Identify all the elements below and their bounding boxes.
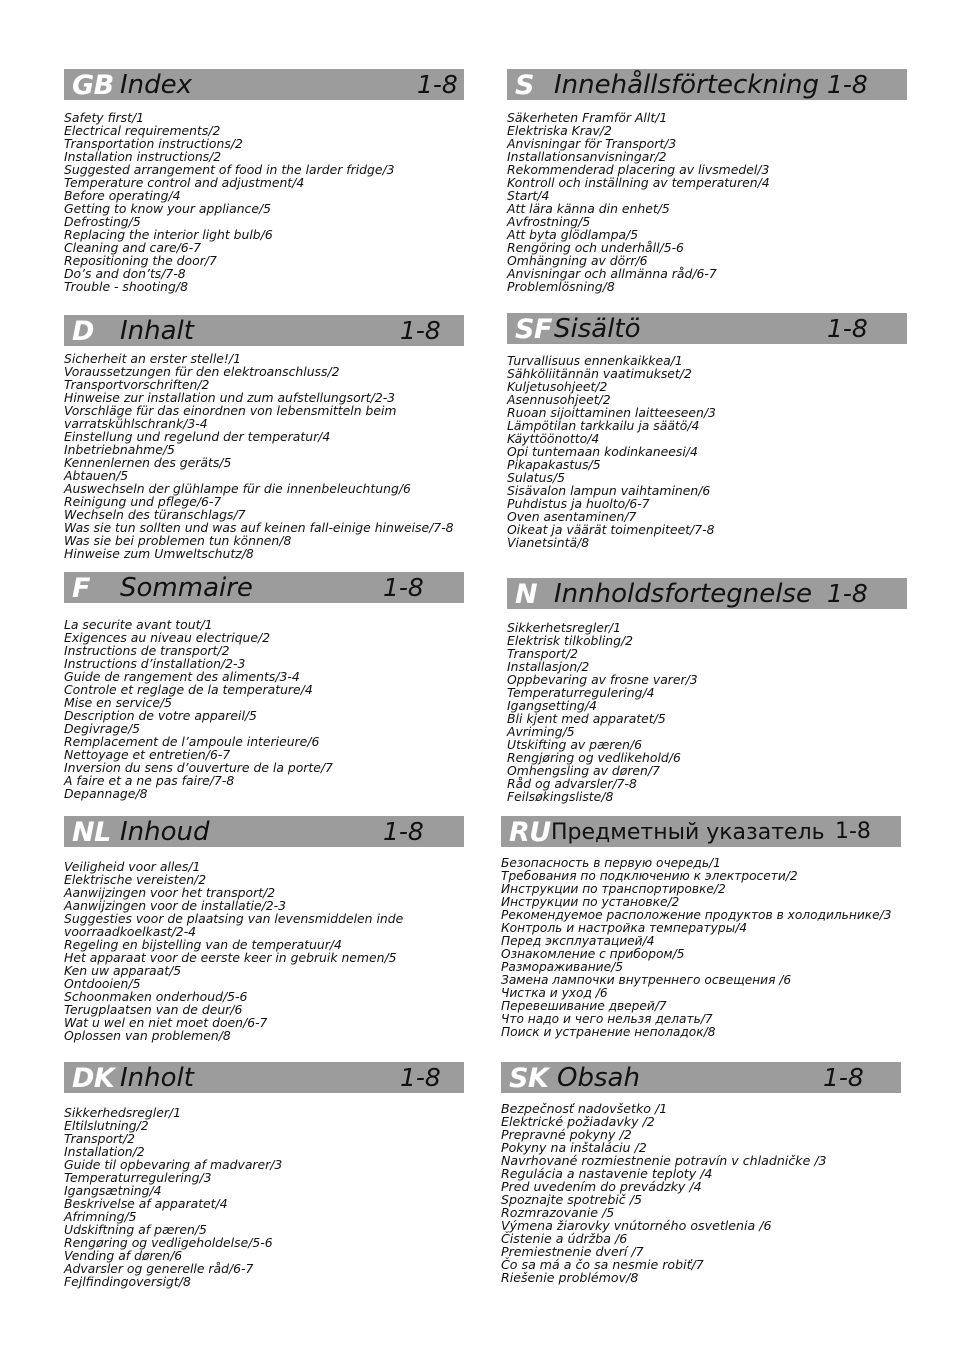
language-code: RU xyxy=(509,817,551,848)
page-range: 1-8 xyxy=(400,1063,441,1092)
section-s xyxy=(507,69,907,293)
section-f xyxy=(64,572,464,800)
language-code: DK xyxy=(72,1063,115,1094)
toc-entry: Sulatus/5 xyxy=(507,470,565,485)
toc-entry: Controle et reglage de la temperature/4 xyxy=(64,682,313,697)
toc-entry: Trouble - shooting/8 xyxy=(64,279,188,294)
toc-entry: Pred uvedením do prevádzky /4 xyxy=(501,1179,702,1194)
toc-entry: Cleaning and care/6-7 xyxy=(64,240,202,255)
toc-entry: Инструкции по транспортировке/2 xyxy=(501,882,726,896)
toc-entry: Do’s and don’ts/7-8 xyxy=(64,266,186,281)
toc-entry: Перед эксплуатацией/4 xyxy=(501,934,655,948)
language-code: SF xyxy=(515,314,552,345)
toc-entry: Råd og advarsler/7-8 xyxy=(507,776,637,791)
toc-entry: Рекомендуемое расположение продуктов в холодильнике/3 xyxy=(501,908,892,922)
toc-entry: Guide de rangement des aliments/3-4 xyxy=(64,669,300,684)
section-sk xyxy=(501,1062,901,1284)
toc-entry: La securite avant tout/1 xyxy=(64,617,213,632)
toc-entry: Avriming/5 xyxy=(507,724,575,739)
toc-entry: Bli kjent med apparatet/5 xyxy=(507,711,666,726)
toc-entry: Was sie tun sollten und was auf keinen fall-einige hinweise/7-8 xyxy=(64,520,454,535)
section-nl xyxy=(64,816,464,1042)
toc-entry: Electrical requirements/2 xyxy=(64,123,221,138)
toc-entry: Inbetriebnahme/5 xyxy=(64,442,175,457)
toc-entry: Требования по подключению к электросети/2 xyxy=(501,869,798,883)
toc-entry: Omhängning av dörr/6 xyxy=(507,253,648,268)
toc-entry: Transport/2 xyxy=(64,1131,136,1146)
toc-entry: Premiestnenie dverí /7 xyxy=(501,1244,644,1259)
toc-entry: Navrhované rozmiestnenie potravín v chladničke /3 xyxy=(501,1153,827,1168)
toc-entry: Afrimning/5 xyxy=(64,1209,137,1224)
toc-entry: Bezpečnosť nadovšetko /1 xyxy=(501,1101,668,1116)
page-range: 1-8 xyxy=(823,1063,864,1092)
toc-entry: Spoznajte spotrebič /5 xyxy=(501,1192,642,1207)
toc-entry: Rengjøring og vedlikehold/6 xyxy=(507,750,681,765)
toc-entry: Контроль и настройка температуры/4 xyxy=(501,921,748,935)
toc-entry: Kuljetusohjeet/2 xyxy=(507,379,608,394)
section-header xyxy=(507,69,907,100)
toc-entry: Безопасность в первую очередь/1 xyxy=(501,856,721,870)
toc-entry: Čo sa má a čo sa nesmie robiť/7 xyxy=(501,1257,704,1272)
toc-entry: Abtauen/5 xyxy=(64,468,129,483)
toc-entry: Замена лампочки внутреннего освещения /6 xyxy=(501,973,792,987)
section-gb xyxy=(64,69,464,293)
language-code: S xyxy=(515,70,534,101)
toc-entry: Sisävalon lampun vaihtaminen/6 xyxy=(507,483,711,498)
section-header xyxy=(64,315,464,346)
toc-entry: varratskühlschrank/3-4 xyxy=(64,416,208,431)
toc-entry: Remplacement de l’ampoule interieure/6 xyxy=(64,734,320,749)
toc-entry: Opi tuntemaan kodinkaneesi/4 xyxy=(507,444,698,459)
toc-entry: Terugplaatsen van de deur/6 xyxy=(64,1002,243,1017)
toc-entry: voorraadkoelkast/2-4 xyxy=(64,924,197,939)
section-title: Предметный указатель xyxy=(551,820,825,845)
section-n xyxy=(507,578,907,803)
toc-entry: Ontdooien/5 xyxy=(64,976,141,991)
toc-entry: Anvisningar för Transport/3 xyxy=(507,136,677,151)
section-header xyxy=(507,313,907,344)
toc-entry: Avfrostning/5 xyxy=(507,214,591,229)
toc-entry: Hinweise zum Umweltschutz/8 xyxy=(64,546,254,561)
toc-entry: Инструкции по установке/2 xyxy=(501,895,680,909)
toc-entry: Sikkerhedsregler/1 xyxy=(64,1105,181,1120)
toc-entry: Instructions de transport/2 xyxy=(64,643,230,658)
page-range: 1-8 xyxy=(383,817,424,846)
toc-entry: A faire et a ne pas faire/7-8 xyxy=(64,773,235,788)
page-range: 1-8 xyxy=(400,316,441,345)
toc-entry: Rozmrazovanie /5 xyxy=(501,1205,615,1220)
toc-entry: Wechseln des türanschlags/7 xyxy=(64,507,246,522)
toc-entry: Kennenlernen des geräts/5 xyxy=(64,455,232,470)
toc-list xyxy=(501,857,901,1039)
toc-entry: Feilsøkingsliste/8 xyxy=(507,789,614,804)
section-header xyxy=(507,578,907,609)
toc-entry: Auswechseln der glühlampe für die innenbeleuchtung/6 xyxy=(64,481,411,496)
toc-entry: Turvallisuus ennenkaikkea/1 xyxy=(507,353,683,368)
section-title: Inhalt xyxy=(120,316,194,346)
toc-list xyxy=(64,111,464,293)
toc-list xyxy=(507,354,907,549)
toc-entry: Reinigung und pflege/6-7 xyxy=(64,494,222,509)
section-dk xyxy=(64,1062,464,1288)
toc-entry: Перевешивание дверей/7 xyxy=(501,999,667,1013)
toc-entry: Igangsetting/4 xyxy=(507,698,597,713)
toc-entry: Defrosting/5 xyxy=(64,214,141,229)
section-title: Innholdsfortegnelse xyxy=(554,579,812,609)
toc-entry: Aanwijzingen voor het transport/2 xyxy=(64,885,276,900)
section-title: Innehållsförteckning xyxy=(554,70,820,100)
toc-entry: Suggested arrangement of food in the larder fridge/3 xyxy=(64,162,395,177)
toc-entry: Oikeat ja väärät toimenpiteet/7-8 xyxy=(507,522,715,537)
toc-entry: Temperaturregulering/3 xyxy=(64,1170,212,1185)
toc-list xyxy=(64,352,464,560)
toc-entry: Ruoan sijoittaminen laitteeseen/3 xyxy=(507,405,716,420)
section-header xyxy=(64,816,464,847)
toc-entry: Vianetsintä/8 xyxy=(507,535,590,550)
toc-entry: Ken uw apparaat/5 xyxy=(64,963,182,978)
toc-entry: Vending af døren/6 xyxy=(64,1248,183,1263)
toc-entry: Anvisningar och allmänna råd/6-7 xyxy=(507,266,717,281)
toc-entry: Udskiftning af pæren/5 xyxy=(64,1222,207,1237)
toc-entry: Čistenie a údržba /6 xyxy=(501,1231,628,1246)
toc-entry: Поиск и устранение неполадок/8 xyxy=(501,1025,716,1039)
toc-entry: Rengöring och underhåll/5-6 xyxy=(507,240,684,255)
section-title: Index xyxy=(120,70,193,100)
toc-list xyxy=(64,1106,464,1288)
toc-entry: Vorschläge für das einordnen von lebensmitteln beim xyxy=(64,403,397,418)
section-title: Sisältö xyxy=(554,314,641,344)
toc-entry: Oppbevaring av frosne varer/3 xyxy=(507,672,698,687)
toc-entry: Käyttöönotto/4 xyxy=(507,431,600,446)
section-title: Inhoud xyxy=(120,817,210,847)
toc-entry: Installation/2 xyxy=(64,1144,145,1159)
toc-entry: Description de votre appareil/5 xyxy=(64,708,257,723)
toc-entry: Att lära känna din enhet/5 xyxy=(507,201,670,216)
toc-entry: Safety first/1 xyxy=(64,110,145,125)
toc-entry: Regeling en bijstelling van de temperatuur/4 xyxy=(64,937,342,952)
toc-entry: Fejlfindingoversigt/8 xyxy=(64,1274,191,1289)
toc-entry: Was sie bei problemen tun können/8 xyxy=(64,533,292,548)
language-code: F xyxy=(72,573,90,604)
toc-entry: Rekommenderad placering av livsmedel/3 xyxy=(507,162,770,177)
toc-entry: Puhdistus ja huolto/6-7 xyxy=(507,496,650,511)
page-range: 1-8 xyxy=(827,314,868,343)
toc-entry: Lämpötilan tarkkailu ja säätö/4 xyxy=(507,418,700,433)
toc-entry: Schoonmaken onderhoud/5-6 xyxy=(64,989,248,1004)
page-range: 1-8 xyxy=(417,70,458,99)
section-title: Inholt xyxy=(120,1063,194,1093)
toc-entry: Transportation instructions/2 xyxy=(64,136,243,151)
toc-entry: Размораживание/5 xyxy=(501,960,623,974)
language-code: GB xyxy=(72,70,114,101)
toc-entry: Nettoyage et entretien/6-7 xyxy=(64,747,231,762)
toc-entry: Beskrivelse af apparatet/4 xyxy=(64,1196,228,1211)
toc-entry: Regulácia a nastavenie teploty /4 xyxy=(501,1166,713,1181)
section-header xyxy=(64,1062,464,1093)
toc-entry: Pokyny na inštaláciu /2 xyxy=(501,1140,647,1155)
toc-entry: Omhengsling av døren/7 xyxy=(507,763,660,778)
toc-entry: Start/4 xyxy=(507,188,550,203)
toc-entry: Einstellung und regelund der temperatur/4 xyxy=(64,429,331,444)
toc-entry: Säkerheten Framför Allt/1 xyxy=(507,110,668,125)
language-code: SK xyxy=(509,1063,549,1094)
toc-entry: Oven asentaminen/7 xyxy=(507,509,637,524)
page-range: 1-8 xyxy=(827,579,868,608)
toc-entry: Installation instructions/2 xyxy=(64,149,222,164)
toc-entry: Temperature control and adjustment/4 xyxy=(64,175,305,190)
toc-entry: Instructions d’installation/2-3 xyxy=(64,656,246,671)
language-code: NL xyxy=(72,817,111,848)
page-range: 1-8 xyxy=(383,573,424,602)
section-d xyxy=(64,315,464,560)
toc-entry: Sähköliitännän vaatimukset/2 xyxy=(507,366,692,381)
toc-entry: Kontroll och inställning av temperaturen/4 xyxy=(507,175,770,190)
toc-entry: Advarsler og generelle råd/6-7 xyxy=(64,1261,254,1276)
toc-entry: Getting to know your appliance/5 xyxy=(64,201,272,216)
toc-entry: Veiligheid voor alles/1 xyxy=(64,859,201,874)
section-header xyxy=(64,572,464,603)
toc-entry: Before operating/4 xyxy=(64,188,181,203)
toc-entry: Mise en service/5 xyxy=(64,695,173,710)
toc-entry: Hinweise zur installation und zum aufstellungsort/2-3 xyxy=(64,390,396,405)
toc-entry: Problemlösning/8 xyxy=(507,279,615,294)
toc-list xyxy=(507,621,907,803)
toc-entry: Het apparaat voor de eerste keer in gebruik nemen/5 xyxy=(64,950,397,965)
toc-list xyxy=(64,618,464,800)
toc-entry: Transport/2 xyxy=(507,646,579,661)
toc-entry: Igangsætning/4 xyxy=(64,1183,162,1198)
toc-entry: Aanwijzingen voor de installatie/2-3 xyxy=(64,898,286,913)
toc-entry: Riešenie problémov/8 xyxy=(501,1270,639,1285)
section-header xyxy=(501,816,901,847)
toc-entry: Utskifting av pæren/6 xyxy=(507,737,643,752)
section-title: Sommaire xyxy=(120,573,253,603)
toc-entry: Repositioning the door/7 xyxy=(64,253,217,268)
page-range: 1-8 xyxy=(827,70,868,99)
toc-entry: Wat u wel en niet moet doen/6-7 xyxy=(64,1015,268,1030)
section-header xyxy=(501,1062,901,1093)
toc-entry: Elektriska Krav/2 xyxy=(507,123,612,138)
toc-entry: Výmena žiarovky vnútorného osvetlenia /6 xyxy=(501,1218,772,1233)
toc-entry: Ознакомление с прибором/5 xyxy=(501,947,685,961)
toc-entry: Inversion du sens d’ouverture de la porte/7 xyxy=(64,760,333,775)
toc-entry: Sikkerhetsregler/1 xyxy=(507,620,621,635)
toc-entry: Oplossen van problemen/8 xyxy=(64,1028,231,1043)
toc-entry: Exigences au niveau electrique/2 xyxy=(64,630,271,645)
section-sf xyxy=(507,313,907,549)
section-title: Obsah xyxy=(557,1063,640,1093)
toc-entry: Чистка и уход /6 xyxy=(501,986,608,1000)
toc-entry: Voraussetzungen für den elektroanschluss/2 xyxy=(64,364,340,379)
toc-list xyxy=(507,111,907,293)
toc-entry: Asennusohjeet/2 xyxy=(507,392,611,407)
toc-entry: Prepravné pokyny /2 xyxy=(501,1127,632,1142)
toc-entry: Att byta glödlampa/5 xyxy=(507,227,639,242)
toc-entry: Depannage/8 xyxy=(64,786,148,801)
toc-entry: Eltilslutning/2 xyxy=(64,1118,149,1133)
toc-list xyxy=(501,1102,901,1284)
toc-entry: Installationsanvisningar/2 xyxy=(507,149,667,164)
toc-entry: Elektrisk tilkobling/2 xyxy=(507,633,634,648)
toc-entry: Что надо и чего нельзя делать/7 xyxy=(501,1012,713,1026)
toc-entry: Temperaturregulering/4 xyxy=(507,685,655,700)
toc-entry: Guide til opbevaring af madvarer/3 xyxy=(64,1157,283,1172)
section-header xyxy=(64,69,464,100)
language-code: N xyxy=(515,579,538,610)
toc-entry: Transportvorschriften/2 xyxy=(64,377,210,392)
toc-entry: Pikapakastus/5 xyxy=(507,457,601,472)
language-code: D xyxy=(72,316,94,347)
toc-entry: Rengøring og vedligeholdelse/5-6 xyxy=(64,1235,273,1250)
toc-entry: Replacing the interior light bulb/6 xyxy=(64,227,273,242)
toc-entry: Sicherheit an erster stelle!/1 xyxy=(64,351,241,366)
toc-list xyxy=(64,860,464,1042)
toc-entry: Suggesties voor de plaatsing van levensmiddelen inde xyxy=(64,911,404,926)
toc-entry: Elektrische vereisten/2 xyxy=(64,872,207,887)
page-range: 1-8 xyxy=(835,819,871,844)
toc-entry: Elektrické požiadavky /2 xyxy=(501,1114,655,1129)
toc-entry: Degivrage/5 xyxy=(64,721,141,736)
section-ru xyxy=(501,816,901,1039)
toc-entry: Installasjon/2 xyxy=(507,659,590,674)
